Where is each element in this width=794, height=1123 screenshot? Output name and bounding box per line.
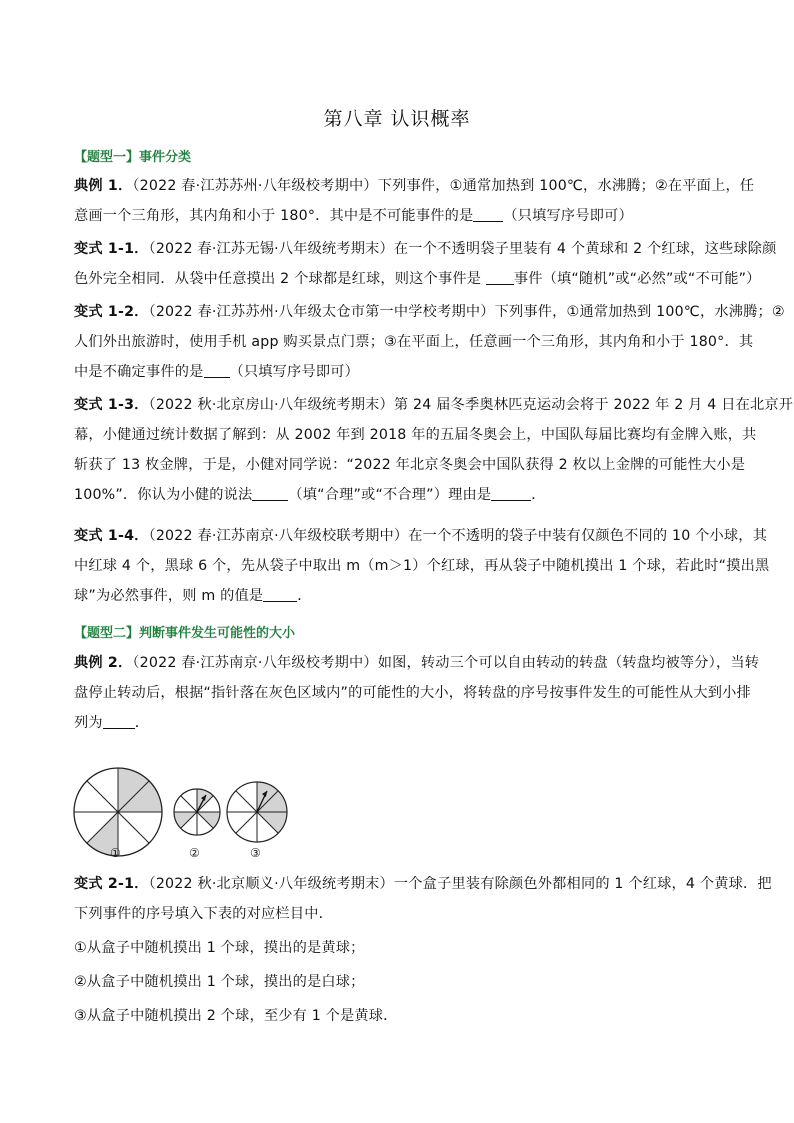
question-variant-1-1: 变式 1-1．（2022 春·江苏无锡·八年级统考期末）在一个不透明袋子里装有 4 个黄球和 2 个红球，这些球除颜 色外完全相同．从袋中任意摸出 2 个球都是红球，则这个事件是 事件（填“随机”或“必然”或“不可能”） [74,241,777,287]
question-label: 变式 1-4． [74,528,149,544]
answer-blank [204,363,230,378]
answer-blank [263,587,297,602]
event-item-3: ③从盒子中随机摸出 2 个球，至少有 1 个是黄球． [74,1008,398,1024]
topic-heading-1: 【题型一】事件分类 [74,150,192,165]
spinner-label-1: ① [110,846,121,860]
answer-blank [103,714,135,729]
question-label: 变式 2-1． [74,876,149,892]
question-label: 变式 1-2． [74,304,149,320]
question-variant-1-3: 变式 1-3．（2022 秋·北京房山·八年级统考期末）第 24 届冬季奥林匹克运动会将于 2022 年 2 月 4 日在北京开 幕，小健通过统计数据了解到：从 2002 年到 2018 年的五届冬奥会上，中国队每届比赛均有金牌入账，共 斩获了 13 枚金牌，于是，小健对同学说：“2022 年北京冬奥会中国队获得 2 枚以上金牌的可能性大小是 100%”．你认为小健的说法 （填“合理”或“不合理”）理由是 ． [74,397,794,503]
event-item-2: ②从盒子中随机摸出 1 个球，摸出的是白球； [74,974,365,990]
answer-blank [473,207,503,222]
spinner-1-icon [74,768,162,856]
question-example-1: 典例 1．（2022 春·江苏苏州·八年级校考期中）下列事件，①通常加热到 100℃，水沸腾；②在平面上，任 意画一个三角形，其内角和小于 180°．其中是不可能事件的是 （只填写序号即可） [74,178,755,224]
question-variant-1-4: 变式 1-4．（2022 春·江苏南京·八年级校联考期中）在一个不透明的袋子中装有仅颜色不同的 10 个小球，其 中红球 4 个，黑球 6 个，先从袋子中取出 m（m＞1）个红球，再从袋子中随机摸出 1 个球，若此时“摸出黑 球”为必然事件，则 m 的值是 ． [74,528,770,604]
topic-heading-2: 【题型二】判断事件发生可能性的大小 [74,626,296,641]
answer-blank [252,486,288,501]
page-title: 第八章 认识概率 [323,108,471,130]
question-label: 变式 1-1． [74,241,149,257]
question-variant-2-1: 变式 2-1．（2022 秋·北京顺义·八年级统考期末）一个盒子里装有除颜色外都相同的 1 个红球，4 个黄球．把 下列事件的序号填入下表的对应栏目中． ①从盒子中随机摸出 1 个球，摸出的是黄球； ②从盒子中随机摸出 1 个球，摸出的是白球； ③从盒子中随机摸出 2 个球，至少有 1 个是黄球． [74,869,754,1031]
spinner-label-2: ② [189,846,200,860]
spinner-label-3: ③ [250,846,261,860]
question-variant-1-2: 变式 1-2．（2022 春·江苏苏州·八年级太仓市第一中学校考期中）下列事件，①通常加热到 100℃，水沸腾；② 人们外出旅游时，使用手机 app 购买景点门票；③在平面上，任意画一个三角形，其内角和小于 180°．其 中是不确定事件的是 （只填写序号即可） [74,304,785,380]
spinners-svg-full [68,762,308,882]
question-label: 典例 2． [74,655,133,671]
question-label: 典例 1． [74,178,133,194]
event-item-1: ①从盒子中随机摸出 1 个球，摸出的是黄球； [74,940,365,956]
spinner-2-icon [174,789,220,835]
answer-blank [486,270,514,285]
answer-blank [491,486,531,501]
question-example-2: 典例 2．（2022 春·江苏南京·八年级校考期中）如图，转动三个可以自由转动的转盘（转盘均被等分），当转 盘停止转动后，根据“指针落在灰色区域内”的可能性的大小，将转盘的序号按事件发生的可能性从大到小排 列为 ． [74,655,760,731]
spinner-3-icon [227,782,287,842]
question-label: 变式 1-3． [74,397,149,413]
